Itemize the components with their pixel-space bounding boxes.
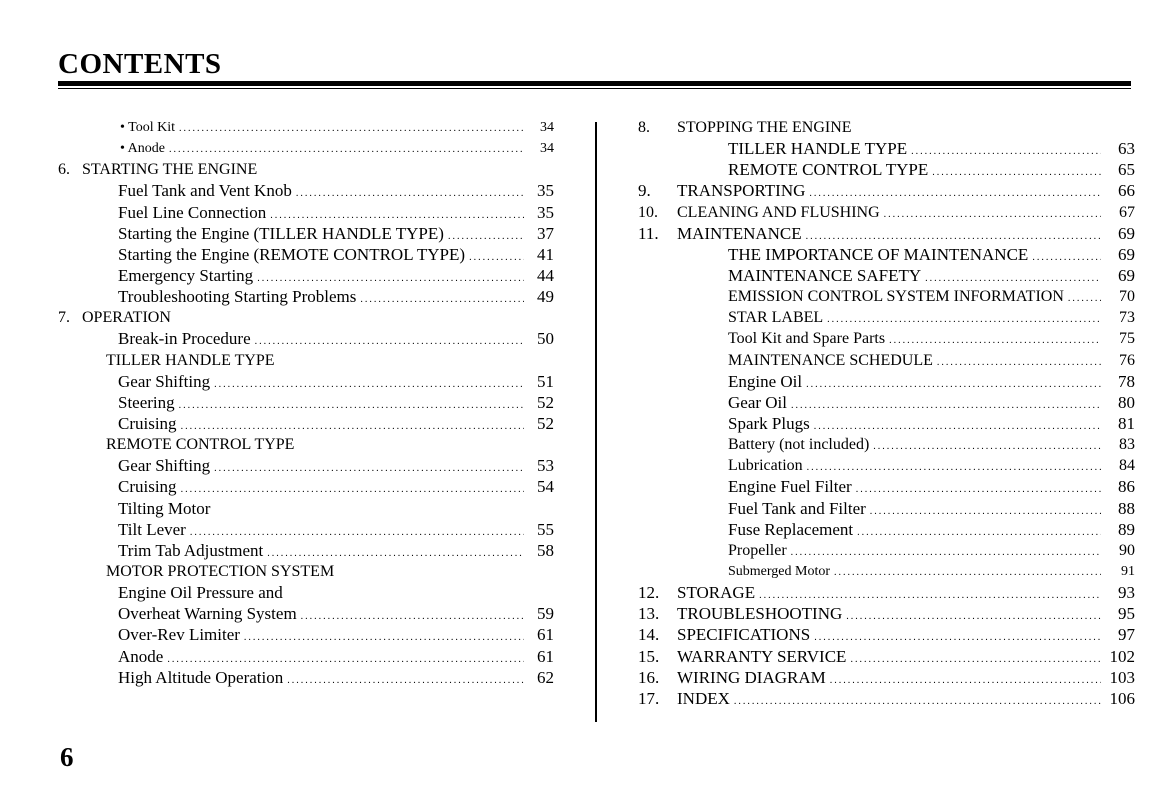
toc-leader-dots xyxy=(873,436,1101,457)
toc-entry[interactable] xyxy=(638,498,1135,519)
toc-entry[interactable] xyxy=(638,244,1135,265)
toc-leader-dots xyxy=(937,352,1101,373)
toc-leader-dots xyxy=(296,183,524,204)
toc-entry-label: REMOTE CONTROL TYPE xyxy=(728,160,929,180)
toc-entry-number: 10. xyxy=(638,203,658,221)
toc-entry-page: 88 xyxy=(1118,498,1135,518)
toc-entry-number: 6. xyxy=(58,161,70,179)
toc-entry[interactable] xyxy=(58,371,554,392)
toc-entry[interactable] xyxy=(638,688,1135,709)
toc-entry-page: 67 xyxy=(1119,203,1135,221)
toc-entry[interactable] xyxy=(638,603,1135,624)
toc-entry-number: 11. xyxy=(638,223,659,243)
toc-entry-page: 78 xyxy=(1118,371,1135,391)
toc-entry[interactable] xyxy=(58,455,554,476)
toc-entry-page: 95 xyxy=(1118,604,1135,624)
toc-leader-dots xyxy=(911,141,1101,162)
toc-entry-label: Cruising xyxy=(118,477,177,497)
toc-entry[interactable] xyxy=(58,624,554,645)
toc-leader-dots xyxy=(179,395,524,416)
toc-entry-label: MAINTENANCE SAFETY xyxy=(728,265,922,285)
toc-entry-page: 62 xyxy=(537,667,554,687)
toc-leader-dots xyxy=(932,162,1101,183)
toc-entry-page: 75 xyxy=(1119,330,1135,348)
toc-entry-page: 83 xyxy=(1119,436,1135,454)
toc-entry[interactable] xyxy=(638,307,1135,328)
toc-entry-page: 34 xyxy=(540,120,554,135)
toc-entry[interactable] xyxy=(58,667,554,688)
toc-entry-label: Overheat Warning System xyxy=(118,604,297,624)
toc-leader-dots xyxy=(214,458,524,479)
toc-entry-page: 51 xyxy=(537,371,554,391)
page-number: 6 xyxy=(60,742,74,772)
toc-entry-label: Engine Oil xyxy=(728,371,803,391)
toc-entry-label: WIRING DIAGRAM xyxy=(677,667,826,687)
toc-entry[interactable] xyxy=(638,265,1135,286)
toc-entry-page: 69 xyxy=(1118,223,1135,243)
toc-entry-page: 106 xyxy=(1109,688,1135,708)
toc-entry[interactable] xyxy=(638,476,1135,497)
page-title: CONTENTS xyxy=(58,48,222,80)
toc-entry[interactable] xyxy=(58,646,554,667)
toc-entry-page: 80 xyxy=(1118,392,1135,412)
toc-entry-label: Gear Shifting xyxy=(118,456,211,476)
toc-entry-page: 55 xyxy=(537,519,554,539)
toc-leader-dots xyxy=(846,606,1101,627)
toc-leader-dots xyxy=(857,522,1101,543)
toc-entry[interactable] xyxy=(58,540,554,561)
toc-entry[interactable] xyxy=(638,202,1135,223)
toc-leader-dots xyxy=(806,374,1101,395)
toc-entry-label: Starting the Engine (TILLER HANDLE TYPE) xyxy=(118,223,444,243)
toc-entry-label: Troubleshooting Starting Problems xyxy=(118,287,357,307)
toc-leader-dots xyxy=(830,670,1101,691)
toc-entry[interactable] xyxy=(638,328,1135,349)
toc-entry-page: 70 xyxy=(1119,288,1135,306)
toc-entry-label: Starting the Engine (REMOTE CONTROL TYPE) xyxy=(118,244,466,264)
toc-entry-page: 61 xyxy=(537,646,554,666)
toc-entry-label: Tilting Motor xyxy=(118,498,211,518)
toc-leader-dots xyxy=(179,118,524,139)
toc-entry-label: INDEX xyxy=(677,688,730,708)
toc-entry-page: 97 xyxy=(1118,625,1135,645)
toc-entry-label: TILLER HANDLE TYPE xyxy=(106,351,275,369)
toc-entry[interactable] xyxy=(638,159,1135,180)
toc-entry-label: SPECIFICATIONS xyxy=(677,625,811,645)
toc-entry[interactable] xyxy=(638,519,1135,540)
toc-leader-dots xyxy=(244,627,524,648)
toc-entry[interactable] xyxy=(638,582,1135,603)
toc-entry-label: Fuel Tank and Vent Knob xyxy=(118,181,292,201)
toc-entry-number: 12. xyxy=(638,583,660,603)
toc-entry[interactable] xyxy=(58,561,554,582)
toc-entry-page: 81 xyxy=(1118,413,1135,433)
toc-entry-label: OPERATION xyxy=(82,309,171,327)
toc-entry-page: 69 xyxy=(1118,244,1135,264)
toc-entry-page: 63 xyxy=(1118,139,1135,159)
toc-entry-label: Trim Tab Adjustment xyxy=(118,540,264,560)
toc-entry-label: Lubrication xyxy=(728,457,803,475)
toc-entry-label: STORAGE xyxy=(677,583,756,603)
toc-entry[interactable] xyxy=(638,561,1135,582)
toc-leader-dots xyxy=(889,330,1101,351)
toc-entry-page: 52 xyxy=(537,413,554,433)
toc-entry-page: 54 xyxy=(537,477,554,497)
toc-entry[interactable] xyxy=(58,413,554,434)
toc-entry[interactable] xyxy=(58,519,554,540)
toc-leader-dots xyxy=(814,627,1101,648)
toc-entry-page: 37 xyxy=(537,223,554,243)
toc-entry-page: 91 xyxy=(1121,563,1135,579)
toc-leader-dots xyxy=(850,649,1101,670)
toc-entry[interactable] xyxy=(58,180,554,201)
toc-entry-number: 17. xyxy=(638,688,660,708)
toc-entry-page: 66 xyxy=(1118,181,1135,201)
toc-entry[interactable] xyxy=(638,223,1135,244)
toc-entry-page: 90 xyxy=(1119,541,1135,559)
toc-entry-number: 16. xyxy=(638,667,660,687)
toc-entry-page: 61 xyxy=(537,625,554,645)
toc-entry[interactable] xyxy=(58,159,554,180)
toc-entry[interactable] xyxy=(638,434,1135,455)
toc-entry[interactable] xyxy=(58,138,554,159)
toc-right-column xyxy=(638,117,1135,709)
toc-entry-page: 84 xyxy=(1119,457,1135,475)
title-rule-thin xyxy=(58,88,1131,89)
toc-entry-page: 41 xyxy=(537,244,554,264)
toc-entry-label: Emergency Starting xyxy=(118,265,254,285)
toc-leader-dots xyxy=(791,395,1101,416)
toc-leader-dots xyxy=(169,139,524,160)
toc-entry-label: High Altitude Operation xyxy=(118,667,284,687)
toc-entry-page: 58 xyxy=(537,540,554,560)
toc-entry[interactable] xyxy=(638,350,1135,371)
toc-entry-label: EMISSION CONTROL SYSTEM INFORMATION xyxy=(728,288,1064,306)
toc-leader-dots xyxy=(791,542,1101,563)
toc-entry-page: 76 xyxy=(1119,351,1135,369)
title-rule xyxy=(58,81,1131,86)
toc-entry-label: Steering xyxy=(118,392,175,412)
toc-entry[interactable] xyxy=(638,138,1135,159)
toc-entry-page: 65 xyxy=(1118,160,1135,180)
toc-entry-label: Tool Kit and Spare Parts xyxy=(728,330,886,348)
toc-entry-number: 7. xyxy=(58,309,70,327)
toc-entry[interactable] xyxy=(58,476,554,497)
toc-entry[interactable] xyxy=(638,392,1135,413)
toc-entry-number: 13. xyxy=(638,604,660,624)
toc-entry-page: 89 xyxy=(1118,519,1135,539)
toc-leader-dots xyxy=(469,247,524,268)
toc-entry-label: STARTING THE ENGINE xyxy=(82,161,258,179)
toc-entry[interactable] xyxy=(58,434,554,455)
toc-entry[interactable] xyxy=(638,646,1135,667)
toc-entry[interactable] xyxy=(58,392,554,413)
toc-entry-label: THE IMPORTANCE OF MAINTENANCE xyxy=(728,244,1029,264)
toc-entry-number: 15. xyxy=(638,646,660,666)
toc-entry-page: 50 xyxy=(537,329,554,349)
toc-entry[interactable] xyxy=(638,117,1135,138)
toc-leader-dots xyxy=(214,374,524,395)
toc-entry-label: Submerged Motor xyxy=(728,563,831,579)
toc-leader-dots xyxy=(827,309,1101,330)
toc-leader-dots xyxy=(360,289,524,310)
column-divider xyxy=(595,122,597,722)
toc-entry[interactable] xyxy=(58,265,554,286)
toc-entry-label: WARRANTY SERVICE xyxy=(677,646,847,666)
toc-entry-label: Battery (not included) xyxy=(728,436,870,454)
toc-entry-page: 35 xyxy=(537,202,554,222)
toc-entry[interactable] xyxy=(638,540,1135,561)
toc-leader-dots xyxy=(884,204,1101,225)
toc-entry-page: 49 xyxy=(537,287,554,307)
toc-left-column xyxy=(58,117,554,688)
toc-entry[interactable] xyxy=(58,350,554,371)
toc-entry-page: 69 xyxy=(1118,265,1135,285)
toc-entry-label: • Tool Kit xyxy=(120,120,176,135)
toc-entry-label: MOTOR PROTECTION SYSTEM xyxy=(106,562,335,580)
toc-entry-page: 59 xyxy=(537,604,554,624)
toc-entry-page: 102 xyxy=(1109,646,1135,666)
toc-entry-page: 86 xyxy=(1118,477,1135,497)
toc-entry[interactable] xyxy=(58,223,554,244)
toc-entry[interactable] xyxy=(58,117,554,138)
toc-leader-dots xyxy=(1032,247,1101,268)
toc-entry-label: Break-in Procedure xyxy=(118,329,251,349)
toc-entry-label: Engine Fuel Filter xyxy=(728,477,852,497)
toc-leader-dots xyxy=(856,479,1101,500)
toc-entry-page: 35 xyxy=(537,181,554,201)
toc-entry[interactable] xyxy=(58,498,554,519)
toc-entry[interactable] xyxy=(638,413,1135,434)
toc-entry-label: Propeller xyxy=(728,541,787,559)
toc-entry[interactable] xyxy=(58,328,554,349)
toc-entry-page: 53 xyxy=(537,456,554,476)
toc-leader-dots xyxy=(807,457,1101,478)
toc-leader-dots xyxy=(1068,288,1101,309)
toc-entry-label: STAR LABEL xyxy=(728,309,824,327)
toc-entry[interactable] xyxy=(58,202,554,223)
toc-entry-page: 44 xyxy=(537,265,554,285)
toc-leader-dots xyxy=(301,606,524,627)
toc-entry-number: 9. xyxy=(638,181,651,201)
toc-entry-number: 14. xyxy=(638,625,660,645)
toc-entry-label: REMOTE CONTROL TYPE xyxy=(106,436,295,454)
toc-leader-dots xyxy=(181,479,524,500)
toc-entry-label: TILLER HANDLE TYPE xyxy=(728,139,908,159)
toc-entry[interactable] xyxy=(58,244,554,265)
toc-entry-label: Fuel Line Connection xyxy=(118,202,267,222)
toc-entry-label: • Anode xyxy=(120,141,165,157)
toc-entry-label: Anode xyxy=(118,646,164,666)
toc-entry-label: Spark Plugs xyxy=(728,413,810,433)
toc-entry-label: MAINTENANCE SCHEDULE xyxy=(728,351,933,369)
toc-entry[interactable] xyxy=(58,603,554,624)
toc-entry-label: Gear Oil xyxy=(728,392,788,412)
toc-leader-dots xyxy=(255,331,524,352)
toc-entry-label: Fuel Tank and Filter xyxy=(728,498,866,518)
toc-entry[interactable] xyxy=(638,286,1135,307)
toc-leader-dots xyxy=(287,670,524,691)
toc-entry[interactable] xyxy=(58,286,554,307)
toc-entry-label: Engine Oil Pressure and xyxy=(118,583,283,603)
toc-entry-label: STOPPING THE ENGINE xyxy=(677,119,852,136)
toc-entry-label: Tilt Lever xyxy=(118,519,186,539)
toc-entry-label: TRANSPORTING xyxy=(677,181,806,201)
toc-entry[interactable] xyxy=(58,307,554,328)
toc-entry-page: 34 xyxy=(540,141,554,157)
toc-entry-label: Fuse Replacement xyxy=(728,519,854,539)
toc-entry-page: 93 xyxy=(1118,583,1135,603)
toc-entry[interactable] xyxy=(638,180,1135,201)
toc-entry-number: 8. xyxy=(638,119,650,136)
toc-entry-page: 52 xyxy=(537,392,554,412)
toc-entry-label: Over-Rev Limiter xyxy=(118,625,240,645)
toc-entry-label: Gear Shifting xyxy=(118,371,211,391)
toc-entry[interactable] xyxy=(638,667,1135,688)
toc-entry-page: 73 xyxy=(1119,309,1135,327)
toc-leader-dots xyxy=(734,691,1101,712)
toc-entry[interactable] xyxy=(58,582,554,603)
toc-entry[interactable] xyxy=(638,624,1135,645)
toc-leader-dots xyxy=(834,562,1101,583)
toc-leader-dots xyxy=(870,501,1101,522)
toc-entry-label: TROUBLESHOOTING xyxy=(677,604,843,624)
toc-entry-label: MAINTENANCE xyxy=(677,223,802,243)
toc-entry-label: Cruising xyxy=(118,413,177,433)
toc-entry-page: 103 xyxy=(1109,667,1135,687)
toc-entry[interactable] xyxy=(638,371,1135,392)
toc-entry-label: CLEANING AND FLUSHING xyxy=(677,203,880,221)
toc-entry[interactable] xyxy=(638,455,1135,476)
